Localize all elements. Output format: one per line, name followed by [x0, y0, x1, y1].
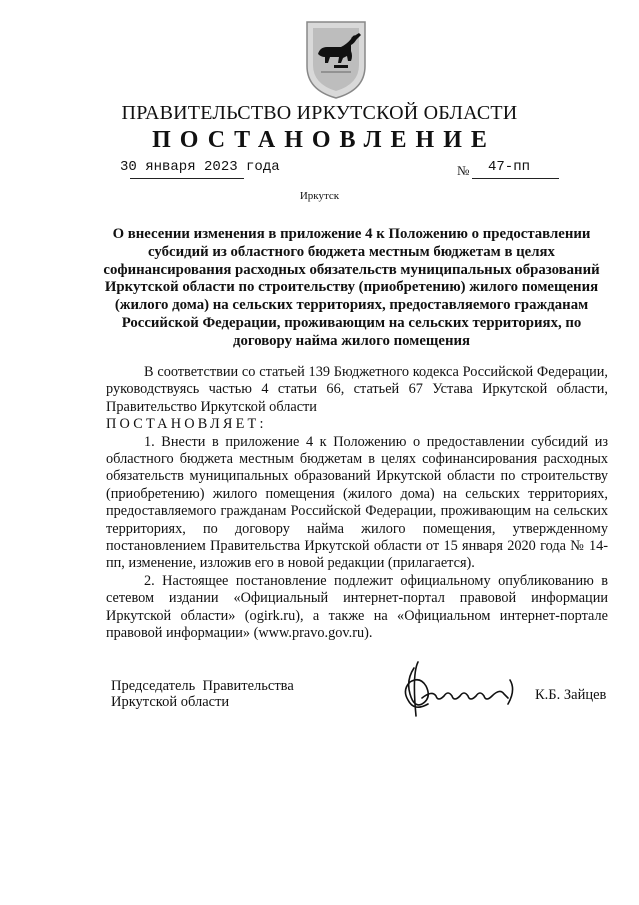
coat-of-arms-icon	[303, 14, 369, 100]
government-name: ПРАВИТЕЛЬСТВО ИРКУТСКОЙ ОБЛАСТИ	[121, 102, 518, 124]
preamble: В соответствии со статьей 139 Бюджетного кодекса Российской Федерации, руководствуясь частью 4 статьи 66, статьей 67 Устава Иркутской области, Правительство Иркутской области	[106, 364, 608, 415]
item-1: 1. Внести в приложение 4 к Положению о предоставлении субсидий из областного бюджета местным бюджетам в целях софинансирования расходных обязательств муниципальных образований Иркутской области по строительству (приобретению) жилого помещения (жилого дома) на сельских территориях, предоставляемого гражданам Российской Федерации, проживающим на сельских территориях, по договору найма жилого помещения, утвержденному постановлением Правительства Иркутской области от 15 января 2020 года № 14-пп, изменение, изложив его в новой редакции (прилагается).	[106, 433, 608, 572]
number-underline	[472, 178, 559, 179]
city: Иркутск	[299, 190, 340, 202]
number-sign: №	[457, 163, 470, 178]
handwritten-signature	[392, 660, 532, 722]
ruling-word: ПОСТАНОВЛЯЕТ:	[106, 416, 267, 433]
item-2: 2. Настоящее постановление подлежит официальному опубликованию в сетевом издании «Официальный интернет-портал правовой информации Иркутской области» (ogirk.ru), а также на «Официальном интернет-портале правовой информации» (www.pravo.gov.ru).	[106, 572, 608, 642]
document-date: 30 января 2023 года	[120, 159, 280, 175]
document-body	[106, 364, 608, 643]
document-number: 47-пп	[488, 159, 531, 175]
position-line-2: Иркутской области	[111, 694, 230, 710]
document-title: О внесении изменения в приложение 4 к Положению о предоставлении субсидий из областного бюджета местным бюджетам в целях софинансирования расходных обязательств муниципальных образований Иркутской области по строительству (приобретению) жилого помещения (жилого дома) на сельских территориях, предоставляемого гражданам Российской Федерации, проживающим на сельских территориях, по договору найма жилого помещения	[103, 226, 600, 349]
date-underline	[130, 178, 244, 179]
document-type: ПОСТАНОВЛЕНИЕ	[152, 127, 496, 153]
signatory-position	[111, 678, 294, 710]
position-line-1: Председатель Правительства	[111, 678, 294, 694]
signatory-name: К.Б. Зайцев	[535, 687, 607, 703]
